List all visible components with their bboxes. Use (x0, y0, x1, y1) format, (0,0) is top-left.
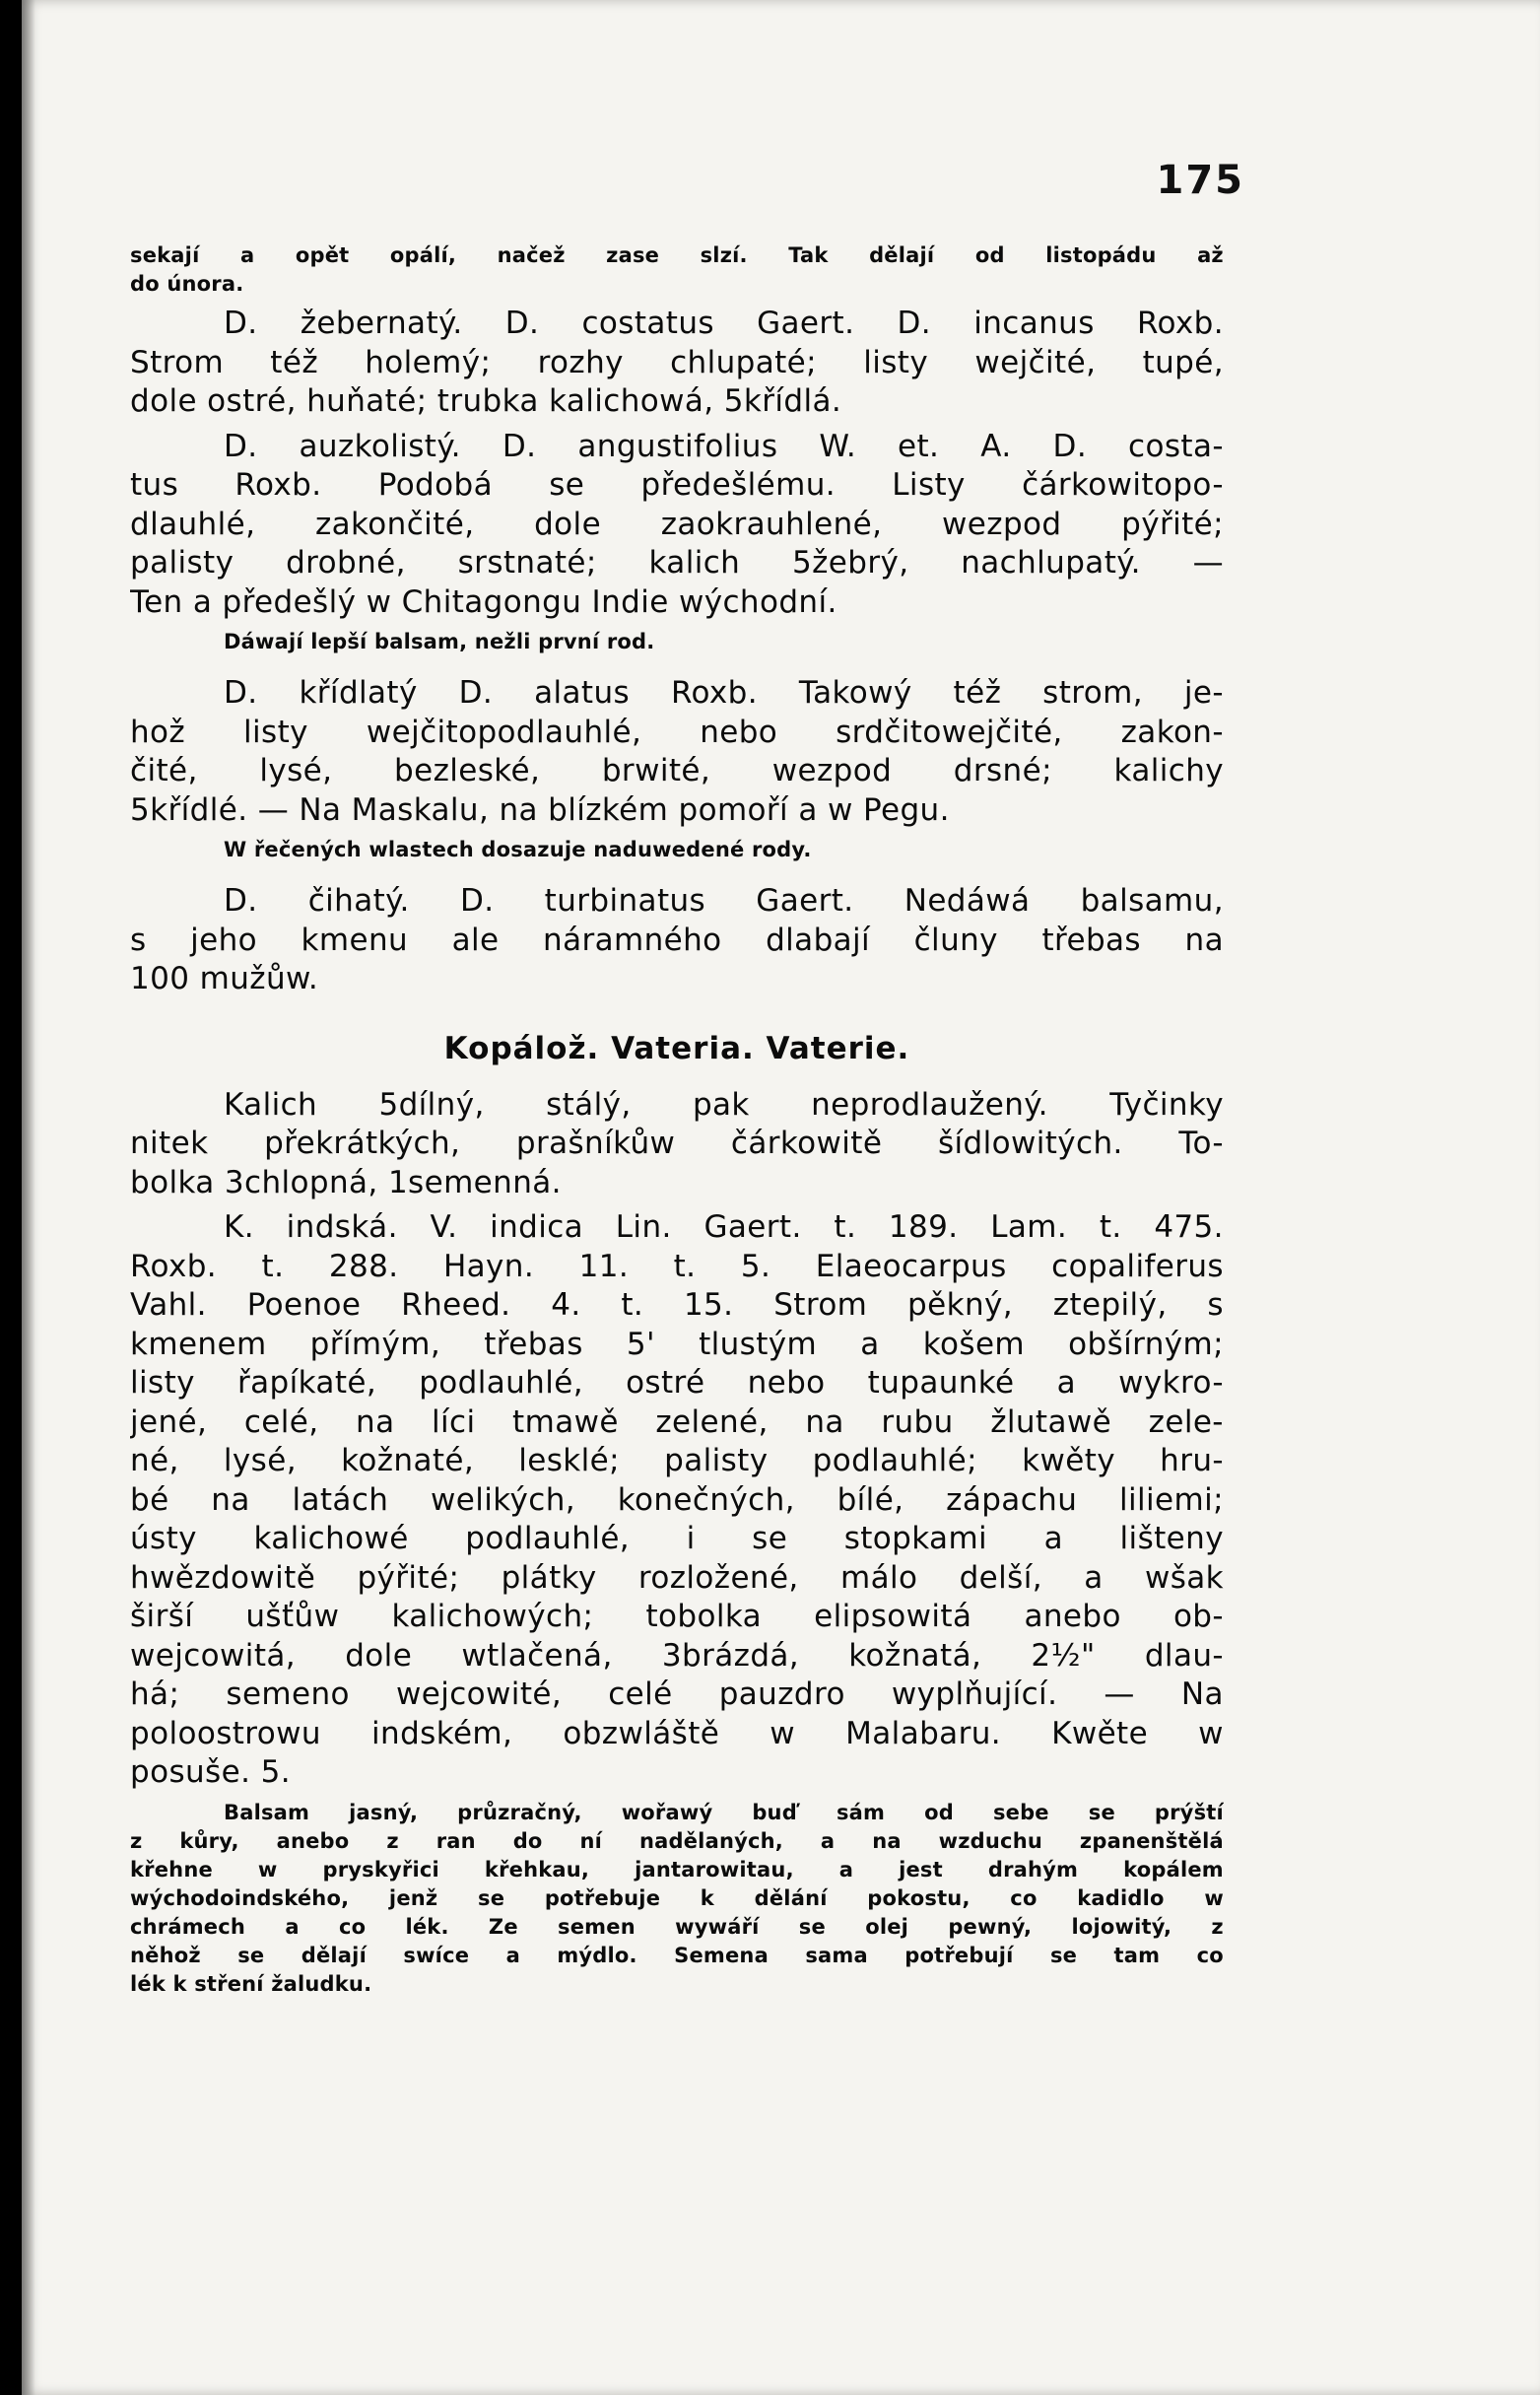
paragraph (130, 428, 1224, 623)
text-line: bolka 3chlopná, 1semenná. (130, 1164, 562, 1200)
page-gutter-shadow (22, 0, 35, 2395)
text-line: wýchodoindského, jenž se potřebuje k dělání pokostu, co kadidlo w (130, 1885, 1224, 1910)
text-line: 5křídlé. — Na Maskalu, na blízkém pomoří a w Pegu. (130, 791, 950, 828)
text-line: D. žebernatý. D. costatus Gaert. D. incanus Roxb. (224, 306, 1224, 341)
text-line: bé na latách welikých, konečných, bílé, zápachu liliemi; (130, 1481, 1224, 1518)
text-line: posuše. 5. (130, 1754, 291, 1790)
paragraph (130, 628, 1224, 656)
text-line: Kalich 5dílný, stálý, pak neprodlaužený. Tyčinky (224, 1086, 1224, 1123)
text-line: listy řapíkaté, podlauhlé, ostré nebo tupaunké a wykro- (130, 1365, 1224, 1401)
text-line: D. auzkolistý. D. angustifolius W. et. A. D. costa- (224, 428, 1224, 464)
text-line: nitek překrátkých, prašníkůw čárkowitě šídlowitých. To- (130, 1126, 1224, 1161)
text-line: ústy kalichowé podlauhlé, i se stopkami a lišteny (130, 1521, 1224, 1556)
text-line: né, lysé, kožnaté, lesklé; palisty podlauhlé; kwěty hru- (130, 1443, 1224, 1478)
text-line: dlauhlé, zakončité, dole zaokrauhlené, wezpod pýřité; (130, 506, 1224, 542)
text-line: širší ušťůw kalichowých; tobolka elipsowitá anebo ob- (130, 1599, 1224, 1634)
section-heading (130, 1029, 1224, 1068)
text-line: Strom též holemý; rozhy chlupaté; listy wejčité, tupé, (130, 344, 1224, 380)
text-line: hwězdowitě pýřité; plátky rozložené, málo delší, a wšak (130, 1559, 1224, 1596)
text-line: há; semeno wejcowité, celé pauzdro wyplňující. — Na (130, 1676, 1224, 1712)
text-line: křehne w pryskyřici křehkau, jantarowitau, a jest drahým kopálem (130, 1857, 1224, 1882)
text-line: D. čihatý. D. turbinatus Gaert. Nedáwá balsamu, (224, 883, 1224, 919)
text-line: čité, lysé, bezleské, brwité, wezpod drsné; kalichy (130, 753, 1224, 788)
text-line: lék k stření žaludku. (130, 1971, 372, 1996)
text-line: Dáwají lepší balsam, nežli první rod. (224, 630, 655, 653)
paragraph (130, 305, 1224, 422)
paragraph (130, 241, 1224, 299)
text-line: Vahl. Poenoe Rheed. 4. t. 15. Strom pěkný, ztepilý, s (130, 1287, 1224, 1323)
text-line: něhož se dělají swíce a mýdlo. Semena sama potřebují se tam co (130, 1943, 1224, 1967)
text-line: W řečených wlastech dosazuje naduwedené rody. (224, 838, 812, 861)
text-line: palisty drobné, srstnaté; kalich 5žebrý, nachlupatý. — (130, 545, 1224, 581)
text-line: dole ostré, huňaté; trubka kalichowá, 5křídlá. (130, 383, 842, 419)
paragraph (130, 1208, 1224, 1793)
text-line: sekají a opět opálí, načež zase slzí. Tak dělají od listopádu až (130, 243, 1224, 267)
text-line: 100 mužůw. (130, 961, 319, 996)
text-line: Ten a předešlý w Chitagongu Indie wýchodní. (130, 583, 837, 620)
text-line: z kůry, anebo z ran do ní nadělaných, a na wzduchu zpanenštělá (130, 1828, 1224, 1853)
text-line: s jeho kmenu ale náramného dlabají čluny třebas na (130, 922, 1224, 958)
text-line: Roxb. t. 288. Hayn. 11. t. 5. Elaeocarpus copaliferus (130, 1248, 1224, 1284)
paragraph (130, 1086, 1224, 1203)
paragraph (130, 836, 1224, 864)
text-line: D. křídlatý D. alatus Roxb. Takowý též strom, je- (224, 675, 1224, 711)
text-line: do února. (130, 272, 244, 296)
text-line: chrámech a co lék. Ze semen wywáří se olej pewný, lojowitý, z (130, 1914, 1224, 1939)
book-page (22, 0, 1540, 2395)
text-line: wejcowitá, dole wtlačená, 3brázdá, kožnatá, 2½" dlau- (130, 1637, 1224, 1674)
text-line: jené, celé, na líci tmawě zelené, na rubu žlutawě zele- (130, 1403, 1224, 1440)
text-line: Kopálož. Vateria. Vaterie. (443, 1030, 910, 1066)
paragraph (130, 674, 1224, 830)
body-text (130, 241, 1224, 1999)
text-line: kmenem přímým, třebas 5' tlustým a košem obšírným; (130, 1326, 1224, 1362)
paragraph (130, 1799, 1224, 1999)
text-line: hož listy wejčitopodlauhlé, nebo srdčitowejčité, zakon- (130, 714, 1224, 750)
page-number: 175 (1156, 158, 1244, 203)
paragraph (130, 882, 1224, 999)
text-line: Balsam jasný, průzračný, wořawý buď sám od sebe se prýští (224, 1800, 1224, 1824)
text-line: K. indská. V. indica Lin. Gaert. t. 189. Lam. t. 475. (224, 1209, 1224, 1245)
text-line: tus Roxb. Podobá se předešlému. Listy čárkowitopo- (130, 467, 1224, 503)
text-line: poloostrowu indském, obzwláště w Malabaru. Kwěte w (130, 1715, 1224, 1751)
